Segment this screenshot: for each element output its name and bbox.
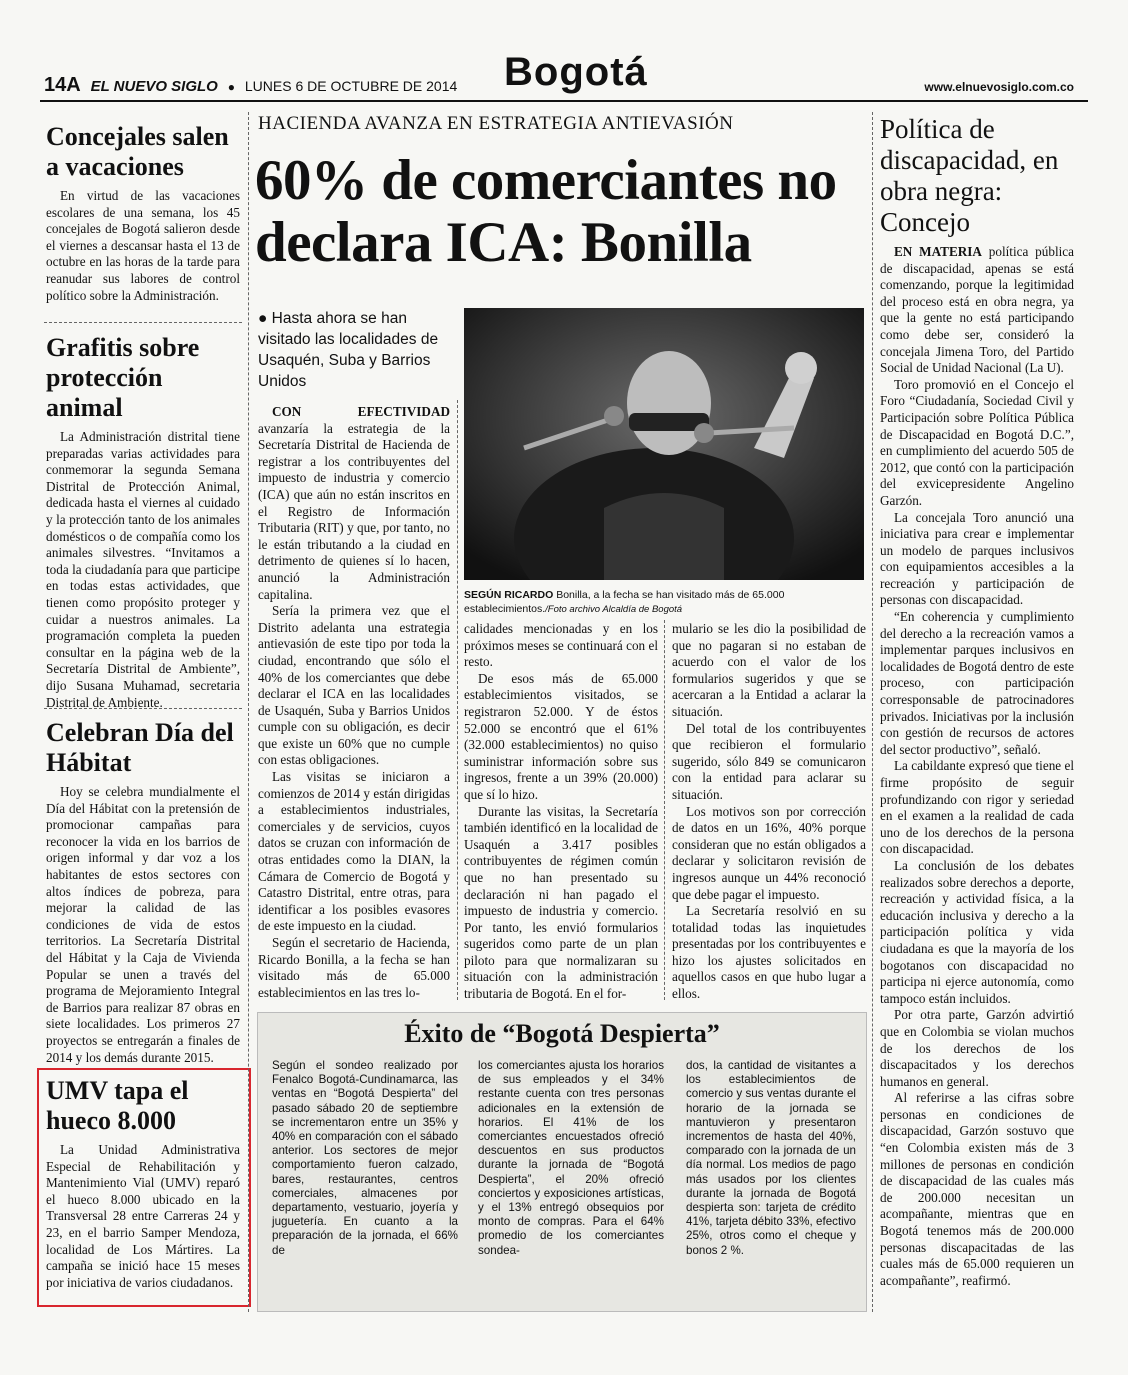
photo-caption xyxy=(464,588,864,617)
story-paragraph xyxy=(258,404,450,603)
story-lead: EN MATERIA xyxy=(894,244,982,259)
story-paragraph-text: avanzaría la estrategia de la Secretaría Distrital de Hacienda de registrar a los contribuyentes del impuesto de industria y comercio (ICA) que aún no están inscritos en el Registro de Información Tributaria (RIT) y que, por tanto, no le están tributando a la ciudad en detrimento de quienes sí lo hacen, anunció la Administración capitalina. xyxy=(258,420,450,602)
story-paragraph-text: política pública de discapacidad, apenas se está comenzando, porque la legitimidad del proceso está en obra negra, ya que la gente no está participando como debe ser, consideró la concejala Jimena Toro, del Partido Social de Unidad Nacional (La U). xyxy=(880,244,1074,376)
story-lead: CON EFECTIVIDAD xyxy=(272,404,450,419)
brief-body: En virtud de las vacaciones escolares de una semana, los 45 concejales de Bogotá salieron desde el viernes a descansar hasta el 13 de octubre en las horas de la tarde para reanudar sus labores de control político sobre la Administración. xyxy=(46,188,240,303)
story-paragraph: Los motivos son por corrección de datos en un 16%, 40% porque consideran que no están obligados a declarar y solicitaron revisión de ingresos aunque un 44% reconoció que debe pagar el impuesto. xyxy=(672,803,866,902)
story-column-3 xyxy=(672,621,866,1003)
brief-body: Hoy se celebra mundialmente el Día del Hábitat con la pretensión de promocionar campañas para reconocer la vida en los barrios de origen informal y dar voz a los habitantes de estos sectores con altos índices de pobreza, para mejorar la calidad de las condiciones de vida de estos territorios. La Secretaría Distrital del Hábitat y la Caja de Vivienda Popular se unen a través del programa de Mejoramiento Integral de Barrios para realizar 87 obras en siete localidades. Los primeros 27 proyectos se entregarán a finales de 2014 y los demás durante 2015. xyxy=(46,784,240,1065)
brief-title: Celebran Día del Hábitat xyxy=(46,718,234,777)
brief-title: Grafitis sobre protección animal xyxy=(46,333,200,422)
story-paragraph: Durante las visitas, la Secretaría también identificó en la localidad de Usaquén a 3.417 posibles contribuyentes de régimen común que no han presentado su declaración ni han pagado el impuesto de industria y comercio. Por tanto, les envió formularios sugeridos como parte de un plan piloto para que normalizaran su situación con la administración tributaria de Bogotá. En el for- xyxy=(464,803,658,1002)
story-paragraph: La conclusión de los debates realizados sobre derechos a deporte, recreación y actividad física, a la educación inclusiva y derecho a la participación política y vida ciudadana es que la mayoría de los bogotanos con discapacidad no participa ni ejerce autonomía, como tampoco están incluidos. xyxy=(880,857,1074,1006)
brief-body: La Unidad Administrativa Especial de Rehabilitación y Mantenimiento Vial (UMV) reparó el hueco 8.000 ubicado en la Transversal 28 entre Carreras 24 y 23, en el barrio Samper Mendoza, localidad de Los Mártires. La campaña se inició hace 15 meses por iniciativa de varios ciudadanos. xyxy=(46,1142,240,1290)
website-url: www.elnuevosiglo.com.co xyxy=(924,80,1074,94)
column-divider xyxy=(664,620,665,1000)
story-paragraph: La Secretaría resolvió en su totalidad todas las inquietudes presentadas por los contribuyentes e hizo los ajustes solicitados en aquellos casos en que hubo lugar a ellos. xyxy=(672,903,866,1002)
story-column-1 xyxy=(258,404,450,1001)
sidebar-box xyxy=(257,1012,867,1312)
story-paragraph: La cabildante expresó que tiene el firme propósito de seguir profundizando con rigor y seriedad en el examen a la realidad de cada uno de los derechos de la persona con discapacidad. xyxy=(880,758,1074,857)
brief-habitat xyxy=(46,718,240,1066)
story-paragraph: calidades mencionadas y en los próximos meses se continuará con el resto. xyxy=(464,621,658,670)
bullet-icon: ● xyxy=(258,310,272,327)
story-paragraph xyxy=(880,244,1074,377)
sidebar-box-column: dos, la cantidad de visitantes a los establecimientos de comercio y sus ventas durante el horario de la jornada se mantuvieron y presentaron incrementos de hasta del 40%, comparado con la jornada de un día normal. Los medios de pago más usados por los clientes durante la jornada de Bogotá despierta son: tarjeta de crédito 41%, tarjeta débito 33%, efectivo 25%, otros como el cheque y bonos 2 %. xyxy=(686,1059,856,1257)
brief-body: La Administración distrital tiene preparadas varias actividades para conmemorar la segunda Semana Distrital de Protección Animal, dedicada hasta el viernes al cuidado y la protección tanto de los animales domésticos o de compañía como los animales silvestres. “Invitamos a toda la ciudadanía para que participe en todas estas actividades, que tienen como propósito proteger y cuidar a nuestros animales. La programación completa la pueden consultar en la página web de la Secretaría Distrital de Ambiente”, dijo Susana Muhamad, secretaria Distrital de Ambiente. xyxy=(46,429,240,710)
story-column-2 xyxy=(464,621,658,1003)
bullet-icon: ● xyxy=(227,80,235,94)
section-title: Bogotá xyxy=(504,50,648,94)
column-divider xyxy=(457,400,458,1000)
story-paragraph: De esos más de 65.000 establecimientos visitados, se registraron 52.000. Y de éstos 52.000 se encontró que el 61% (32.000 establecimientos) no quiso suministrar información sobre sus ingresos, frente a un 39% (20.000) que sí lo hizo. xyxy=(464,670,658,802)
story-paragraph: Toro promovió en el Concejo el Foro “Ciudadanía, Sociedad Civil y Participación sobre Política Pública de Discapacidad en Bogotá D.C.”, en cumplimiento del acuerdo 505 de 2012, que contó con la participación del exvicepresidente Angelino Garzón. xyxy=(880,376,1074,508)
caption-credit: /Foto archivo Alcaldía de Bogotá xyxy=(545,604,683,615)
story-summary xyxy=(258,308,458,392)
brief-umv xyxy=(46,1076,240,1291)
story-paragraph: Al referirse a las cifras sobre personas en condiciones de discapacidad, Garzón sostuvo que “en Colombia existen más de 3 millones de personas en condición de discapacidad de las cuales más de 200.000 necesitan un acompañante, mientras que en Bogotá tenemos más de 200.000 personas discapacitadas de las cuales más de 65.000 requieren un acompañante”, reafirmó. xyxy=(880,1090,1074,1288)
story-paragraph: Del total de los contribuyentes que recibieron el formulario sugerido, sólo 849 se comunicaron con la entidad para aclarar su situación. xyxy=(672,720,866,802)
column-divider xyxy=(248,112,249,1312)
brief-title: UMV tapa el hueco 8.000 xyxy=(46,1076,189,1135)
brief-divider xyxy=(44,708,242,709)
speaker-photo-illustration xyxy=(464,308,864,580)
story-paragraph: Sería la primera vez que el Distrito adelanta una estrategia antievasión de este tipo por toda la ciudad, encontrando que sólo el 40% de los comerciantes que debe declarar el ICA en las localidades de Usaquén, Suba y Barrios Unidos cumple con su obligación, es decir que existe un 60% que no cumple con estas obligaciones. xyxy=(258,603,450,768)
story-paragraph: Según el secretario de Hacienda, Ricardo Bonilla, a la fecha se han visitado más de 65.000 establecimientos en las tres lo- xyxy=(258,935,450,1000)
story-paragraph: Las visitas se iniciaron a comienzos de 2014 y están dirigidas a establecimientos industriales, comerciales y de servicios, cuyos datos se cruzan con información de otras entidades como la DIAN, la Cámara de Comercio de Bogotá y Catastro Distrital, entre otras, para identificar a los posibles evasores de este impuesto en la ciudad. xyxy=(258,769,450,934)
page-number: 14A xyxy=(44,74,81,96)
masthead-info xyxy=(44,74,457,97)
caption-text: Bonilla, a la fecha se han visitado más de 65.000 establecimientos. xyxy=(464,589,785,615)
sidebar-box-title: Éxito de “Bogotá Despierta” xyxy=(404,1019,720,1048)
right-story-headline: Política de discapacidad, en obra negra: Concejo xyxy=(880,114,1059,237)
brief-concejales xyxy=(46,122,240,304)
story-headline: 60% de comerciantes no declara ICA: Bonilla xyxy=(255,149,837,274)
newspaper-name: EL NUEVO SIGLO xyxy=(90,78,218,95)
header-divider xyxy=(40,100,1088,102)
sidebar-box-column: los comerciantes ajusta los horarios de sus empleados y el 34% restante cuenta con tres personas adicionales en la extensión de horarios. El 41% de los comerciantes encuestados ofreció descuentos en sus productos durante la jornada de “Bogotá Despierta”, el 20% ofreció conciertos y exposiciones artísticas, y el 13% entregó obsequios por monto de compras. Para el 64% promedio de los comerciantes sondea- xyxy=(478,1059,664,1257)
brief-title: Concejales salen a vacaciones xyxy=(46,122,229,181)
column-divider xyxy=(872,112,873,1312)
story-photo xyxy=(464,308,864,580)
story-paragraph: La concejala Toro anunció una iniciativa para crear e implementar un modelo de parques inclusivos con equipamientos accesibles a la recreación y participación de personas con discapacidad. xyxy=(880,509,1074,608)
brief-divider xyxy=(44,322,242,323)
story-paragraph: “En coherencia y cumplimiento del derecho a la recreación vamos a implementar parques inclusivos en localidades de Bogotá dentro de este proceso, con participación corresponsable de patrocinadores privados. Iniciativas por la inclusión con gestión de recursos de actores del sector productivo”, señaló. xyxy=(880,609,1074,757)
story-summary-text: Hasta ahora se han visitado las localidades de Usaquén, Suba y Barrios Unidos xyxy=(258,310,439,390)
issue-date: LUNES 6 DE OCTUBRE DE 2014 xyxy=(244,78,458,94)
caption-lead: SEGÚN RICARDO xyxy=(464,589,554,601)
story-paragraph: Por otra parte, Garzón advirtió que en Colombia se violan muchos de los derechos de los discapacitados y los derechos humanos en general. xyxy=(880,1007,1074,1089)
story-kicker: HACIENDA AVANZA EN ESTRATEGIA ANTIEVASIÓN xyxy=(258,113,734,134)
right-story-body xyxy=(880,244,1074,1289)
sidebar-box-column: Según el sondeo realizado por Fenalco Bogotá-Cundinamarca, las ventas en “Bogotá Despierta” del pasado sábado 20 de septiembre se incrementaron entre un 35% y 40% en comparación con el sábado anterior. Los sectores de mejor comportamiento fueron calzado, bares, restaurantes, centros comerciales, almacenes por departamento, vestuario, joyería y juguetería. En cuanto a la preparación de la jornada, el 66% de xyxy=(272,1059,458,1257)
brief-grafitis xyxy=(46,333,240,711)
story-paragraph: mulario se les dio la posibilidad de que no pagaran si no estaban de acuerdo con el valor de los formularios sugeridos y que se acercaran a la Entidad a aclarar la situación. xyxy=(672,621,866,719)
